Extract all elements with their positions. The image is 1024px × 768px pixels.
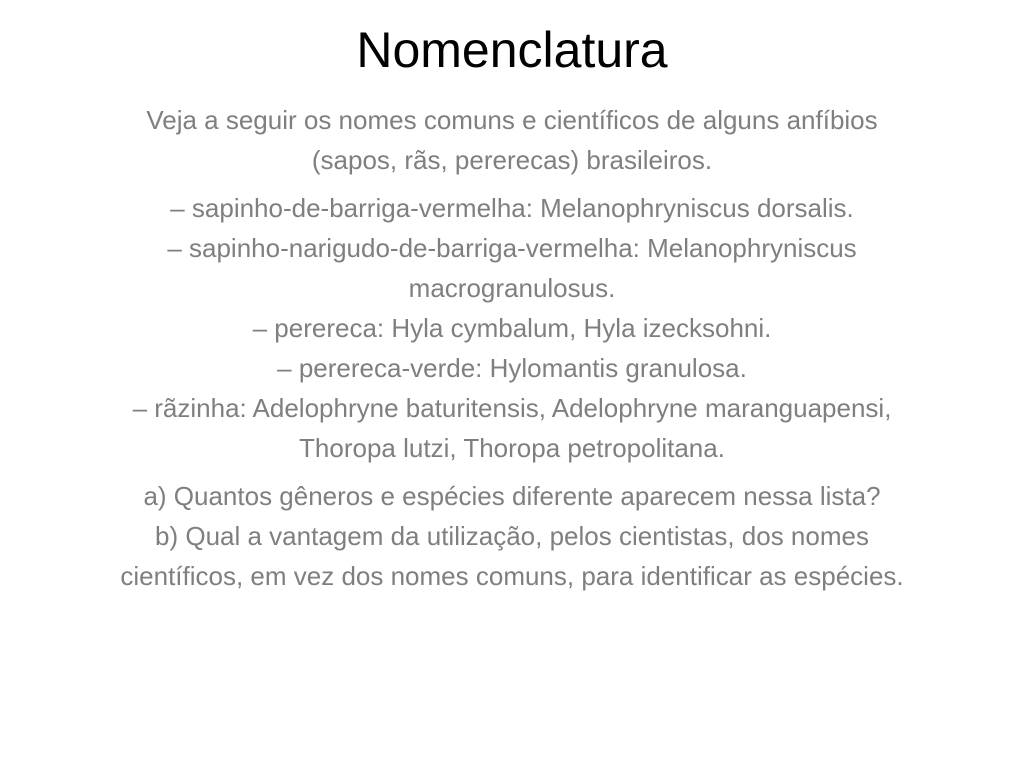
question-line: científicos, em vez dos nomes comuns, para identificar as espécies. — [120, 561, 904, 591]
species-line: – sapinho-de-barriga-vermelha: Melanophryniscus dorsalis. — [170, 193, 854, 223]
intro-line: (sapos, rãs, pererecas) brasileiros. — [311, 145, 713, 175]
species-line: Thoropa lutzi, Thoropa petropolitana. — [299, 433, 725, 463]
intro-paragraph — [40, 100, 984, 180]
species-list — [40, 188, 984, 468]
species-line: – sapinho-narigudo-de-barriga-vermelha: Melanophryniscus — [167, 233, 857, 263]
intro-line: Veja a seguir os nomes comuns e científicos de alguns anfíbios — [146, 105, 878, 135]
slide-title: Nomenclatura — [356, 22, 668, 78]
species-line: macrogranulosus. — [408, 273, 616, 303]
species-line: – perereca: Hyla cymbalum, Hyla izecksohni. — [252, 313, 772, 343]
questions-paragraph — [40, 476, 984, 596]
species-line: – perereca-verde: Hylomantis granulosa. — [277, 353, 747, 383]
species-line: – rãzinha: Adelophryne baturitensis, Adelophryne maranguapensi, — [132, 393, 892, 423]
slide-content — [40, 100, 984, 604]
question-line: b) Qual a vantagem da utilização, pelos cientistas, dos nomes — [155, 521, 869, 551]
question-line: a) Quantos gêneros e espécies diferente aparecem nessa lista? — [143, 481, 881, 511]
